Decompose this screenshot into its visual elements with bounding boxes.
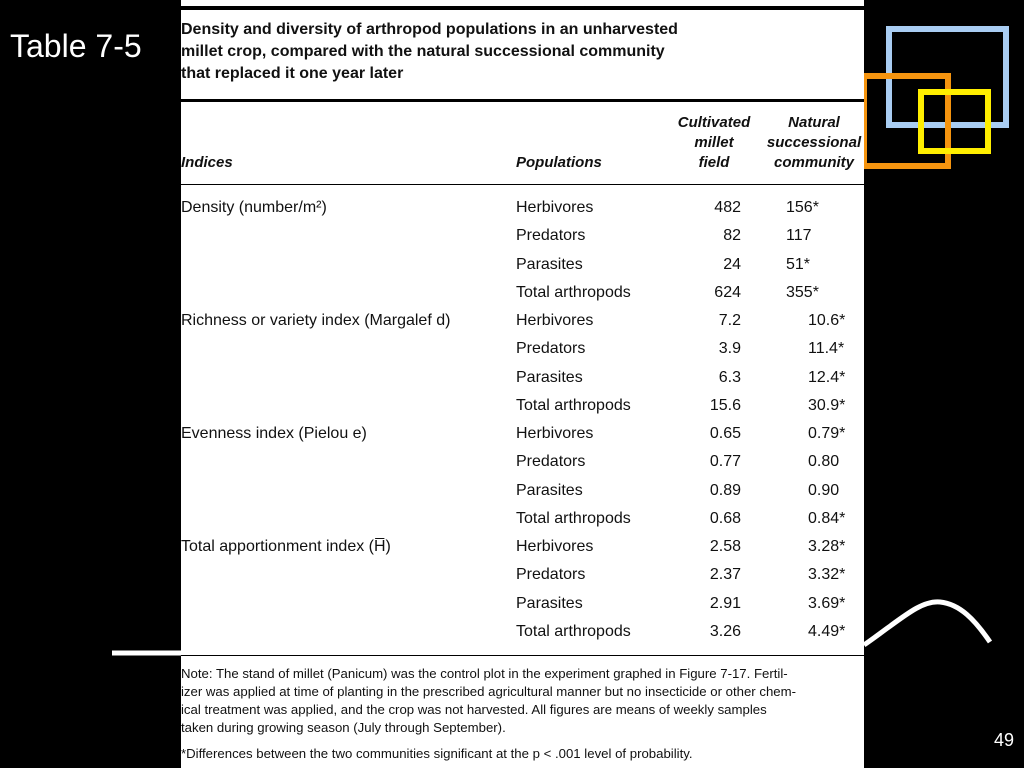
population-cell: Herbivores [516,312,594,329]
natural-value-cell: 0.79* [808,425,846,442]
population-cell: Total arthropods [516,622,631,640]
cultivated-value-cell: 24 [723,255,741,273]
note-line: ical treatment was applied, and the crop was not harvested. All figures are means of weekly samples [181,702,767,717]
natural-value-cell: 10.6* [808,312,846,329]
cultivated-value-cell: 0.65 [709,425,741,442]
population-cell: Predators [516,340,586,358]
top-rule [181,6,864,10]
cultivated-value-cell: 2.37 [709,566,741,584]
header-indices: Indices [181,154,233,171]
population-cell: Total arthropods [516,396,631,414]
index-label: Total apportionment index (H̅) [181,538,391,555]
natural-value-cell: 355* [786,283,819,301]
cultivated-value-cell: 0.68 [709,509,741,527]
caption-line: Density and diversity of arthropod populations in an unharvested [181,21,678,38]
table-panel [181,0,864,768]
header-natural-line: community [773,154,854,171]
population-cell: Herbivores [516,199,594,216]
population-cell: Parasites [516,594,583,612]
natural-value-cell: 3.32* [808,566,846,584]
caption-line: that replaced it one year later [181,65,404,82]
population-cell: Parasites [516,255,583,273]
population-cell: Total arthropods [516,283,631,301]
cultivated-value-cell: 3.26 [709,622,741,640]
population-cell: Herbivores [516,538,594,555]
table-bottom-rule [181,655,864,656]
cultivated-value-cell: 15.6 [709,396,741,414]
natural-value-cell: 30.9* [808,396,846,414]
population-cell: Predators [516,566,586,584]
slide-number: 49 [993,730,1014,750]
cultivated-value-cell: 3.9 [718,340,741,358]
population-cell: Herbivores [516,425,594,442]
population-cell: Predators [516,453,586,471]
cultivated-value-cell: 6.3 [718,368,741,386]
cultivated-value-cell: 82 [723,227,741,245]
cultivated-value-cell: 7.2 [718,312,741,329]
header-populations: Populations [516,154,602,171]
decorative-curve-right [864,602,990,645]
population-cell: Parasites [516,368,583,386]
decorative-square-yellow [921,92,988,151]
natural-value-cell: 0.84* [808,509,846,527]
cultivated-value-cell: 0.89 [709,481,741,499]
cultivated-value-cell: 624 [714,283,741,301]
natural-value-cell: 3.69* [808,594,846,612]
note-line: Note: The stand of millet (Panicum) was the control plot in the experiment graphed in Figure 7-17. Fertil- [181,666,788,681]
index-label: Density (number/m²) [181,199,327,216]
header-top-rule [181,99,864,102]
header-cultivated-line: millet [694,134,734,151]
natural-value-cell: 4.49* [808,622,846,640]
natural-value-cell: 0.80 [808,453,840,471]
natural-value-cell: 3.28* [808,538,846,555]
natural-value-cell: 117 [786,227,812,245]
index-label: Richness or variety index (Margalef d) [181,312,451,329]
header-cultivated-line: Cultivated [677,114,751,131]
table-caption [181,19,781,85]
table-note [181,665,864,737]
header-natural [765,113,863,173]
cultivated-value-cell: 2.91 [709,594,741,612]
cultivated-value-cell: 482 [714,199,741,216]
natural-value-cell: 156* [786,199,819,216]
header-natural-line: successional [766,134,862,151]
header-cultivated [669,113,759,173]
cultivated-value-cell: 2.58 [709,538,741,555]
header-bottom-rule [181,184,864,185]
significance-footnote: *Differences between the two communities significant at the p < .001 level of probability. [181,746,693,761]
caption-line: millet crop, compared with the natural successional community [181,43,665,60]
cultivated-value-cell: 0.77 [709,453,741,471]
natural-value-cell: 0.90 [808,481,840,499]
population-cell: Parasites [516,481,583,499]
population-cell: Total arthropods [516,509,631,527]
index-label: Evenness index (Pielou e) [181,425,367,442]
natural-value-cell: 12.4* [808,368,846,386]
header-cultivated-line: field [698,154,730,171]
slide-title: Table 7-5 [10,28,142,64]
natural-value-cell: 11.4* [808,340,845,358]
natural-value-cell: 51* [786,255,811,273]
note-line: taken during growing season (July through September). [181,720,506,735]
note-line: izer was applied at time of planting in the prescribed agricultural manner but no insecticide or other chem- [181,684,797,699]
population-cell: Predators [516,227,586,245]
header-natural-line: Natural [788,114,840,131]
